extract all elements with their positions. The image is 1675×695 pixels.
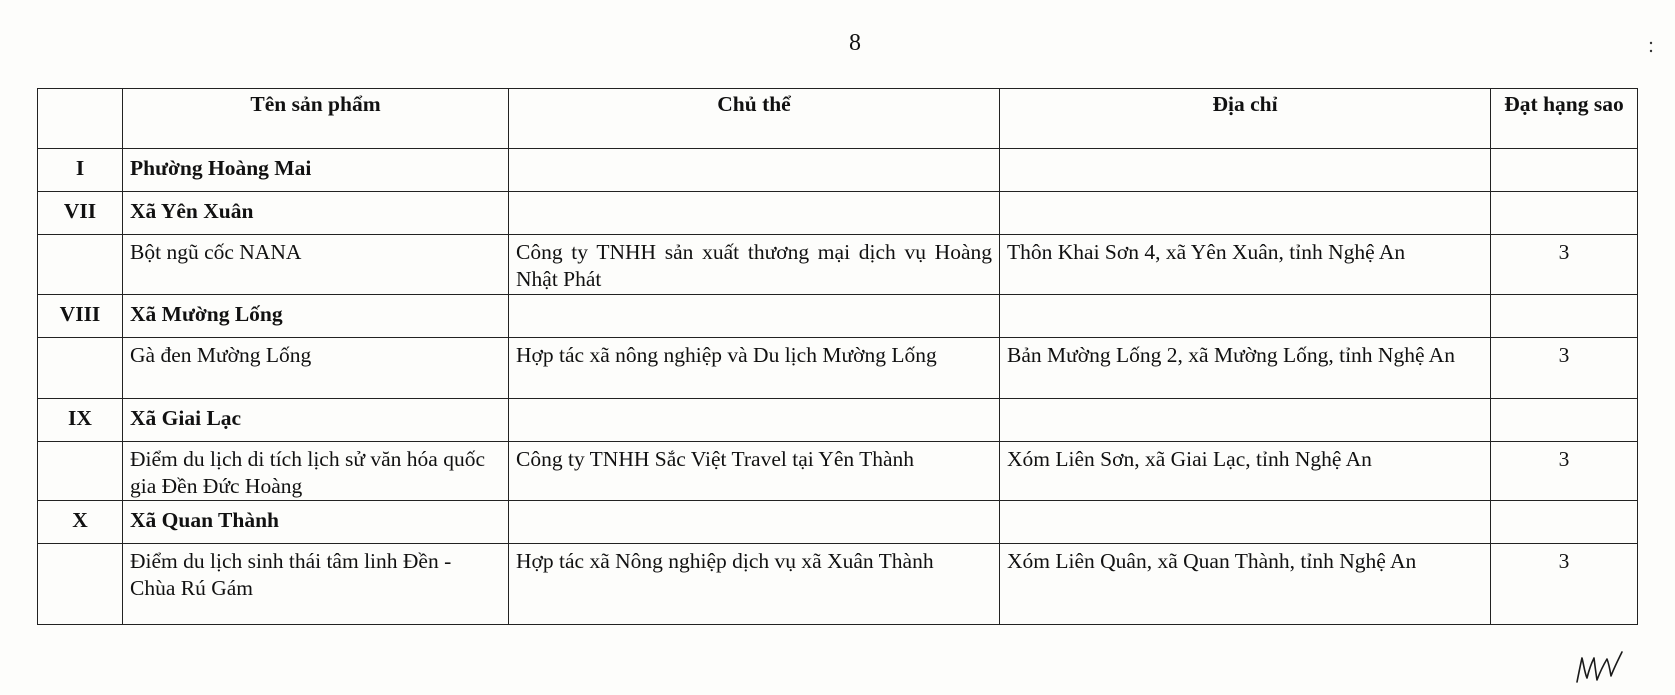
empty-cell bbox=[38, 544, 123, 625]
section-row bbox=[38, 192, 1638, 235]
empty-cell bbox=[38, 235, 123, 295]
star-rating: 3 bbox=[1491, 544, 1638, 625]
section-name: Xã Mường Lống bbox=[123, 295, 509, 338]
empty-cell bbox=[509, 501, 1000, 544]
empty-cell bbox=[1491, 295, 1638, 338]
signature-initials bbox=[1573, 648, 1625, 688]
empty-cell bbox=[509, 399, 1000, 442]
product-name: Điểm du lịch sinh thái tâm linh Đền - Chùa Rú Gám bbox=[123, 544, 509, 625]
product-owner: Công ty TNHH sản xuất thương mại dịch vụ Hoàng Nhật Phát bbox=[509, 235, 1000, 295]
empty-cell bbox=[509, 149, 1000, 192]
empty-cell bbox=[509, 295, 1000, 338]
product-name: Gà đen Mường Lống bbox=[123, 338, 509, 399]
product-address: Xóm Liên Sơn, xã Giai Lạc, tỉnh Nghệ An bbox=[1000, 442, 1491, 501]
empty-cell bbox=[38, 338, 123, 399]
empty-cell bbox=[1491, 501, 1638, 544]
star-rating: 3 bbox=[1491, 338, 1638, 399]
table-row bbox=[38, 338, 1638, 399]
section-row bbox=[38, 399, 1638, 442]
section-name: Xã Quan Thành bbox=[123, 501, 509, 544]
section-number: VII bbox=[38, 192, 123, 235]
empty-cell bbox=[38, 442, 123, 501]
page-number: 8 bbox=[849, 30, 861, 56]
table-row bbox=[38, 544, 1638, 625]
empty-cell bbox=[509, 192, 1000, 235]
header-address: Địa chỉ bbox=[1000, 89, 1491, 149]
product-address: Xóm Liên Quân, xã Quan Thành, tỉnh Nghệ An bbox=[1000, 544, 1491, 625]
star-rating: 3 bbox=[1491, 442, 1638, 501]
table-header-row bbox=[38, 89, 1638, 149]
section-name: Phường Hoàng Mai bbox=[123, 149, 509, 192]
product-owner: Công ty TNHH Sắc Việt Travel tại Yên Thành bbox=[509, 442, 1000, 501]
empty-cell bbox=[1000, 295, 1491, 338]
product-name: Bột ngũ cốc NANA bbox=[123, 235, 509, 295]
section-number: IX bbox=[38, 399, 123, 442]
section-row bbox=[38, 501, 1638, 544]
header-star-rating: Đạt hạng sao bbox=[1491, 89, 1638, 149]
product-address: Bản Mường Lống 2, xã Mường Lống, tỉnh Nghệ An bbox=[1000, 338, 1491, 399]
product-name: Điểm du lịch di tích lịch sử văn hóa quốc gia Đền Đức Hoàng bbox=[123, 442, 509, 501]
star-rating: 3 bbox=[1491, 235, 1638, 295]
empty-cell bbox=[1491, 192, 1638, 235]
product-owner: Hợp tác xã nông nghiệp và Du lịch Mường Lống bbox=[509, 338, 1000, 399]
empty-cell bbox=[1000, 399, 1491, 442]
section-number: VIII bbox=[38, 295, 123, 338]
header-product-name: Tên sản phẩm bbox=[123, 89, 509, 149]
section-row bbox=[38, 295, 1638, 338]
section-number: I bbox=[38, 149, 123, 192]
empty-cell bbox=[1000, 501, 1491, 544]
scan-mark bbox=[1649, 40, 1653, 54]
empty-cell bbox=[1000, 192, 1491, 235]
header-owner: Chủ thể bbox=[509, 89, 1000, 149]
table-row bbox=[38, 235, 1638, 295]
product-rating-table bbox=[37, 88, 1638, 625]
product-address: Thôn Khai Sơn 4, xã Yên Xuân, tỉnh Nghệ An bbox=[1000, 235, 1491, 295]
header-stt bbox=[38, 89, 123, 149]
section-name: Xã Yên Xuân bbox=[123, 192, 509, 235]
empty-cell bbox=[1491, 399, 1638, 442]
empty-cell bbox=[1491, 149, 1638, 192]
table-row bbox=[38, 442, 1638, 501]
section-row bbox=[38, 149, 1638, 192]
empty-cell bbox=[1000, 149, 1491, 192]
section-number: X bbox=[38, 501, 123, 544]
product-owner: Hợp tác xã Nông nghiệp dịch vụ xã Xuân Thành bbox=[509, 544, 1000, 625]
section-name: Xã Giai Lạc bbox=[123, 399, 509, 442]
